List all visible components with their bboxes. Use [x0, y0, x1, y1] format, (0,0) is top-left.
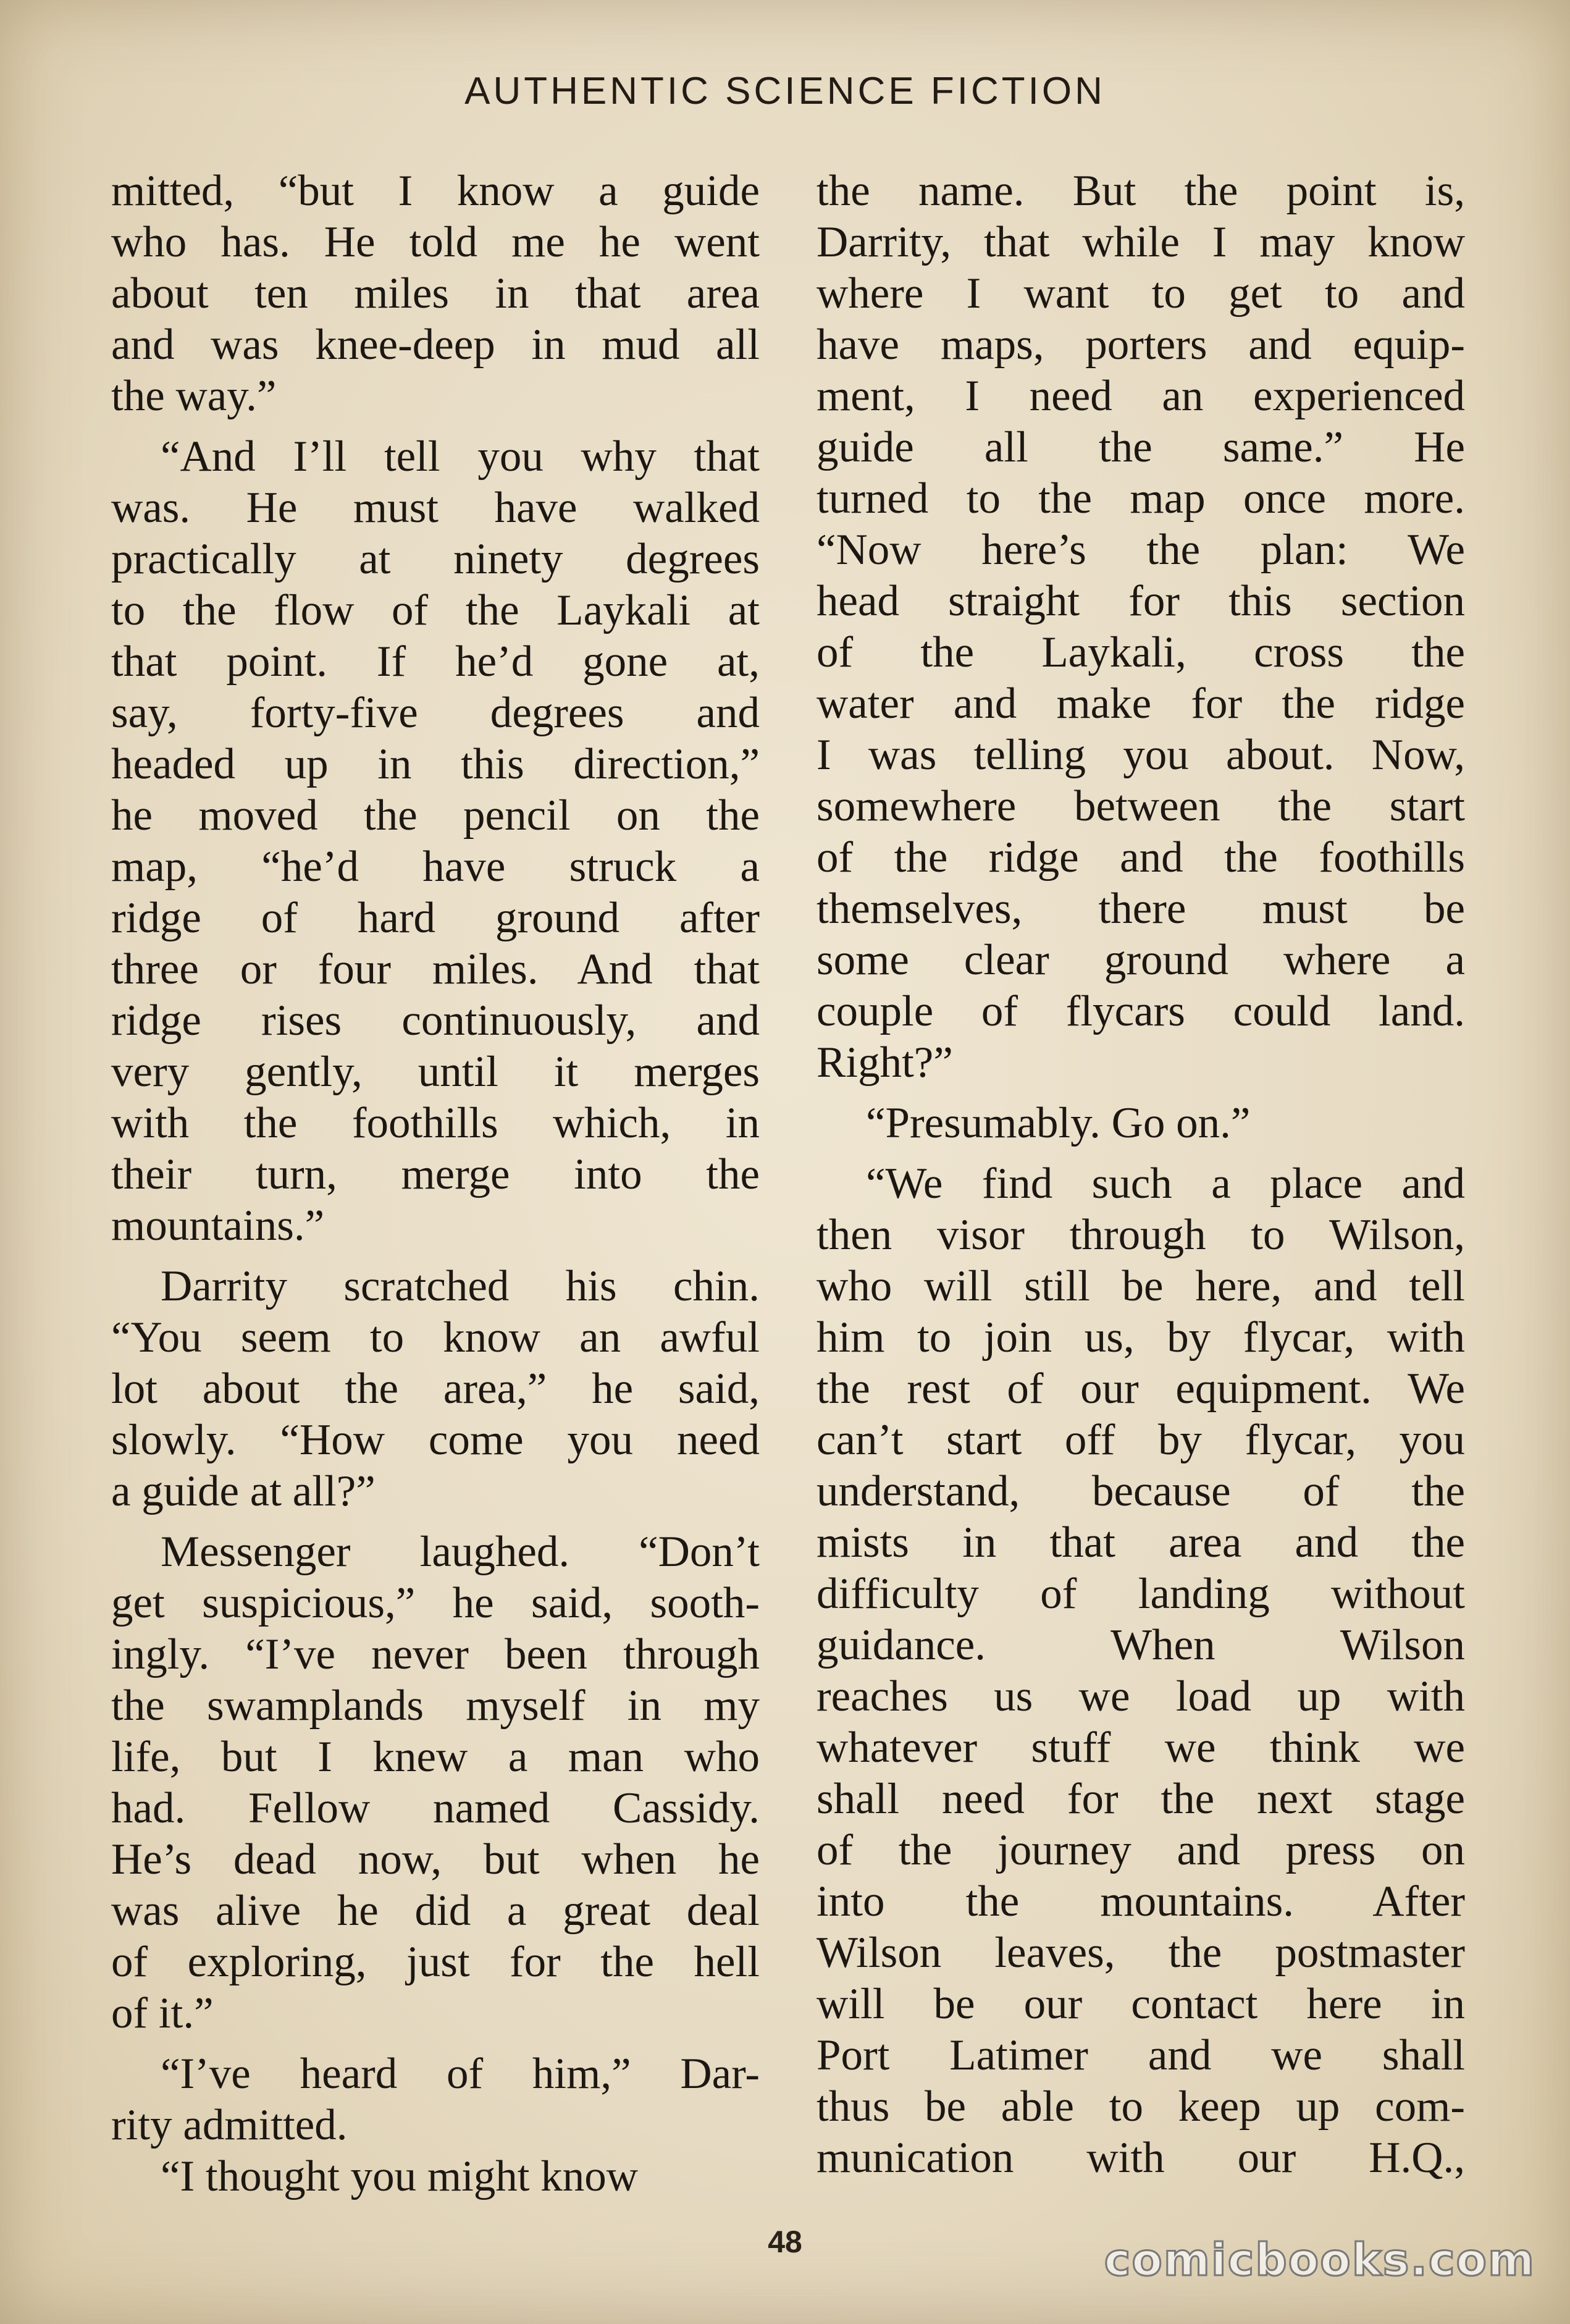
text-line: the name. But the point is,: [816, 167, 1465, 215]
text-line: “Presumably. Go on.”: [866, 1099, 1251, 1147]
text-line: who will still be here, and tell: [816, 1262, 1465, 1310]
text-line: mountains.”: [111, 1202, 325, 1250]
text-line: ment, I need an experienced: [816, 372, 1465, 420]
text-line: three or four miles. And that: [111, 945, 760, 993]
text-line: whatever stuff we think we: [816, 1724, 1465, 1772]
text-line: will be our contact here in: [816, 1980, 1465, 2028]
text-line: to the flow of the Laykali at: [111, 586, 760, 634]
text-line: guide all the same.” He: [816, 423, 1465, 471]
text-line: the rest of our equipment. We: [816, 1365, 1465, 1413]
text-line: the way.”: [111, 372, 277, 420]
text-line: ridge of hard ground after: [111, 894, 760, 942]
text-line: was alive he did a great deal: [111, 1887, 760, 1935]
text-line: of the ridge and the foothills: [816, 833, 1465, 882]
text-line: their turn, merge into the: [111, 1150, 760, 1198]
text-line: themselves, there must be: [816, 885, 1465, 933]
text-line: that point. If he’d gone at,: [111, 638, 760, 686]
text-line: life, but I knew a man who: [111, 1733, 760, 1781]
text-line: shall need for the next stage: [816, 1775, 1465, 1823]
text-line: ridge rises continuously, and: [111, 996, 760, 1045]
text-line: he moved the pencil on the: [111, 791, 760, 840]
text-line: munication with our H.Q.,: [816, 2134, 1465, 2182]
text-line: practically at ninety degrees: [111, 535, 760, 583]
text-line: Port Latimer and we shall: [816, 2031, 1465, 2079]
text-line: “We find such a place and: [866, 1160, 1465, 1208]
left-column: [111, 166, 760, 2202]
text-line: difficulty of landing without: [816, 1570, 1465, 1618]
text-line: about ten miles in that area: [111, 269, 760, 318]
text-line: say, forty-five degrees and: [111, 689, 760, 737]
text-line: some clear ground where a: [816, 936, 1465, 984]
text-line: Darrity scratched his chin.: [161, 1262, 760, 1310]
text-line: “You seem to know an awful: [111, 1313, 760, 1362]
text-line: then visor through to Wilson,: [816, 1211, 1465, 1259]
text-line: and was knee-deep in mud all: [111, 321, 760, 369]
text-line: had. Fellow named Cassidy.: [111, 1784, 760, 1832]
text-line: of the Laykali, cross the: [816, 628, 1465, 676]
text-line: into the mountains. After: [816, 1877, 1465, 1926]
text-line: couple of flycars could land.: [816, 987, 1465, 1035]
text-line: reaches us we load up with: [816, 1672, 1465, 1720]
text-line: ingly. “I’ve never been through: [111, 1630, 760, 1678]
text-line: have maps, porters and equip-: [816, 321, 1465, 369]
running-head: AUTHENTIC SCIENCE FICTION: [464, 70, 1106, 112]
text-line: somewhere between the start: [816, 782, 1465, 830]
text-line: of the journey and press on: [816, 1826, 1465, 1874]
text-line: can’t start off by flycar, you: [816, 1416, 1465, 1464]
text-line: “I thought you might know: [161, 2152, 639, 2200]
text-line: Right?”: [816, 1038, 953, 1087]
text-line: He’s dead now, but when he: [111, 1835, 760, 1884]
text-line: rity admitted.: [111, 2101, 348, 2149]
text-line: who has. He told me he went: [111, 218, 760, 266]
text-line: “I’ve heard of him,” Dar-: [161, 2050, 760, 2098]
text-line: of exploring, just for the hell: [111, 1938, 760, 1986]
page-number: 48: [768, 2225, 802, 2259]
text-line: guidance. When Wilson: [816, 1621, 1465, 1669]
text-line: I was telling you about. Now,: [816, 731, 1465, 779]
text-line: Messenger laughed. “Don’t: [161, 1528, 760, 1576]
text-line: “And I’ll tell you why that: [161, 432, 760, 481]
text-line: Wilson leaves, the postmaster: [816, 1929, 1465, 1977]
text-line: get suspicious,” he said, sooth-: [111, 1579, 760, 1627]
text-line: “Now here’s the plan: We: [816, 526, 1465, 574]
text-line: headed up in this direction,”: [111, 740, 760, 788]
text-line: turned to the map once more.: [816, 474, 1465, 523]
text-line: water and make for the ridge: [816, 680, 1465, 728]
text-line: mists in that area and the: [816, 1518, 1465, 1567]
text-line: of it.”: [111, 1989, 214, 2037]
right-column: [816, 166, 1465, 2184]
text-line: very gently, until it merges: [111, 1048, 760, 1096]
text-line: thus be able to keep up com-: [816, 2082, 1465, 2131]
text-line: was. He must have walked: [111, 484, 760, 532]
text-line: understand, because of the: [816, 1467, 1465, 1515]
text-line: slowly. “How come you need: [111, 1416, 760, 1464]
text-line: lot about the area,” he said,: [111, 1365, 760, 1413]
text-line: where I want to get to and: [816, 269, 1465, 318]
text-line: with the foothills which, in: [111, 1099, 760, 1147]
text-line: Darrity, that while I may know: [816, 218, 1465, 266]
text-line: head straight for this section: [816, 577, 1465, 625]
text-line: mitted, “but I know a guide: [111, 167, 760, 215]
site-watermark: comicbooks.com: [1104, 2234, 1535, 2286]
text-line: a guide at all?”: [111, 1467, 376, 1515]
text-line: the swamplands myself in my: [111, 1682, 760, 1730]
text-line: map, “he’d have struck a: [111, 843, 760, 891]
text-line: him to join us, by flycar, with: [816, 1313, 1465, 1362]
